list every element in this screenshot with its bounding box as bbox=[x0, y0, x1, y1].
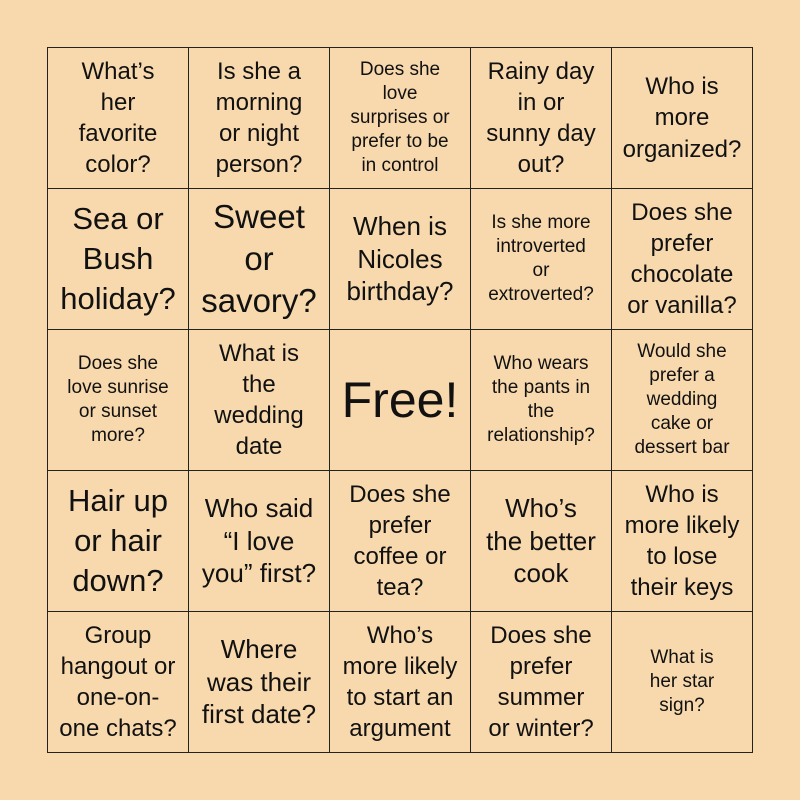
cell-text: Does she prefer coffee or tea? bbox=[349, 480, 451, 602]
bingo-cell[interactable] bbox=[612, 189, 753, 330]
cell-text: Is she a morning or night person? bbox=[215, 57, 303, 179]
cell-text: Sweet or savory? bbox=[201, 198, 317, 319]
cell-text: Would she prefer a wedding cake or dessert bar bbox=[634, 340, 730, 459]
bingo-cell[interactable] bbox=[48, 471, 189, 612]
cell-text: Sea or Bush holiday? bbox=[60, 200, 176, 317]
bingo-cell[interactable] bbox=[189, 48, 330, 189]
bingo-cell[interactable] bbox=[48, 189, 189, 330]
cell-text: Rainy day in or sunny day out? bbox=[486, 57, 596, 179]
bingo-cell[interactable] bbox=[330, 471, 471, 612]
cell-text: Does she prefer chocolate or vanilla? bbox=[627, 198, 737, 320]
bingo-cell[interactable] bbox=[48, 330, 189, 471]
bingo-free-cell[interactable] bbox=[330, 330, 471, 471]
bingo-board bbox=[47, 47, 753, 753]
cell-text: Group hangout or one-on- one chats? bbox=[59, 621, 177, 743]
bingo-cell[interactable] bbox=[330, 612, 471, 753]
bingo-cell[interactable] bbox=[612, 48, 753, 189]
cell-text: What is her star sign? bbox=[649, 646, 715, 717]
cell-text: Who is more organized? bbox=[622, 73, 742, 163]
bingo-cell[interactable] bbox=[612, 330, 753, 471]
bingo-cell[interactable] bbox=[189, 330, 330, 471]
bingo-cell[interactable] bbox=[330, 189, 471, 330]
bingo-cell[interactable] bbox=[48, 612, 189, 753]
cell-text: Hair up or hair down? bbox=[68, 482, 168, 599]
bingo-cell[interactable] bbox=[471, 330, 612, 471]
cell-text: What’s her favorite color? bbox=[78, 57, 158, 179]
bingo-cell[interactable] bbox=[471, 471, 612, 612]
cell-text: Does she love surprises or prefer to be in control bbox=[350, 58, 450, 177]
cell-text: Does she prefer summer or winter? bbox=[488, 621, 594, 743]
cell-text: What is the wedding date bbox=[214, 339, 304, 461]
cell-text: Who wears the pants in the relationship? bbox=[487, 352, 595, 447]
bingo-cell[interactable] bbox=[189, 471, 330, 612]
bingo-cell[interactable] bbox=[471, 48, 612, 189]
cell-text: Is she more introverted or extroverted? bbox=[488, 211, 594, 306]
bingo-cell[interactable] bbox=[471, 189, 612, 330]
bingo-cell[interactable] bbox=[189, 612, 330, 753]
cell-text: Who’s the better cook bbox=[486, 492, 596, 589]
bingo-cell[interactable] bbox=[612, 612, 753, 753]
bingo-cell[interactable] bbox=[612, 471, 753, 612]
cell-text: Where was their first date? bbox=[201, 633, 317, 730]
cell-text: Who’s more likely to start an argument bbox=[342, 621, 458, 743]
cell-text: Who said “I love you” first? bbox=[201, 492, 317, 589]
bingo-cell[interactable] bbox=[48, 48, 189, 189]
cell-text: Who is more likely to lose their keys bbox=[624, 480, 740, 602]
bingo-cell[interactable] bbox=[189, 189, 330, 330]
cell-text: Does she love sunrise or sunset more? bbox=[67, 352, 169, 447]
cell-text: When is Nicoles birthday? bbox=[346, 210, 454, 307]
bingo-cell[interactable] bbox=[330, 48, 471, 189]
free-space-label: Free! bbox=[341, 371, 459, 428]
bingo-cell[interactable] bbox=[471, 612, 612, 753]
